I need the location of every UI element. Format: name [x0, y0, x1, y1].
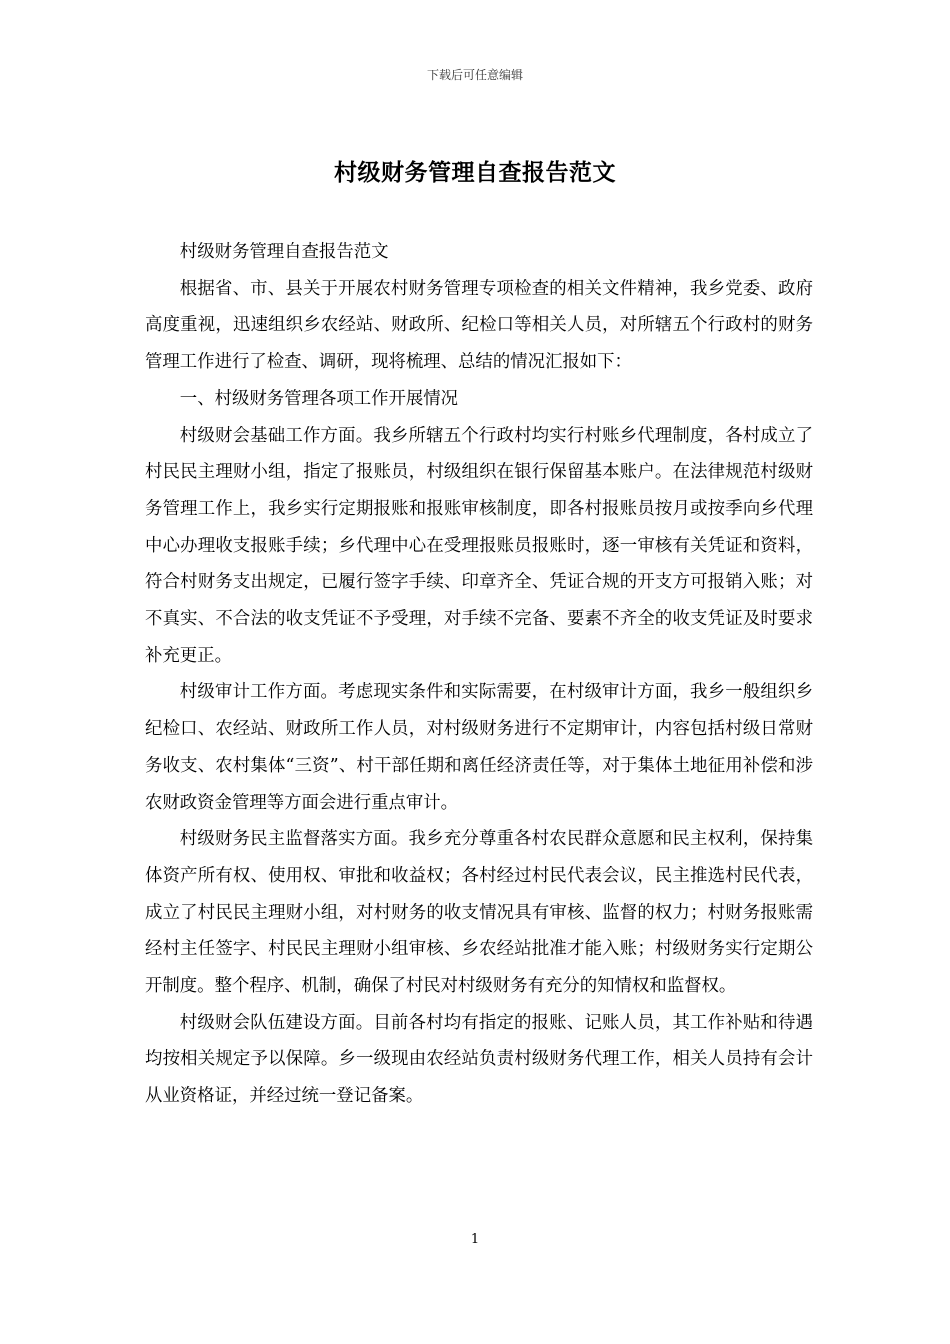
- paragraph-democratic-supervision: 村级财务民主监督落实方面。我乡充分尊重各村农民群众意愿和民主权利，保持集体资产所有权、使用权、审批和收益权；各村经过村民代表会议，民主推选村民代表，成立了村民民主理财小组，对村财务的收支情况具有审核、监督的权力；村财务报账需经村主任签字、村民民主理财小组审核、乡农经站批准才能入账；村级财务实行定期公开制度。整个程序、机制，确保了村民对村级财务有充分的知情权和监督权。: [145, 829, 813, 997]
- paragraph-intro: 根据省、市、县关于开展农村财务管理专项检查的相关文件精神，我乡党委、政府高度重视，迅速组织乡农经站、财政所、纪检口等相关人员，对所辖五个行政村的财务管理工作进行了检查、调研，现将梳理、总结的情况汇报如下：: [145, 278, 813, 373]
- paragraph-subtitle: 村级财务管理自查报告范文: [179, 242, 389, 262]
- section-heading: 一、村级财务管理各项工作开展情况: [179, 388, 459, 409]
- document-title: 村级财务管理自查报告范文: [334, 159, 616, 186]
- paragraph-team-building: 村级财会队伍建设方面。目前各村均有指定的报账、记账人员，其工作补贴和待遇均按相关规定予以保障。乡一级现由农经站负责村级财务代理工作，相关人员持有会计从业资格证，并经过统一登记备案。: [145, 1012, 813, 1107]
- page-number: 1: [470, 1232, 480, 1247]
- document-body: [145, 234, 813, 1115]
- page-header-note: 下载后可任意编辑: [426, 68, 523, 82]
- paragraph-accounting-basics: 村级财会基础工作方面。我乡所辖五个行政村均实行村账乡代理制度，各村成立了村民民主理财小组，指定了报账员，村级组织在银行保留基本账户。在法律规范村级财务管理工作上，我乡实行定期报账和报账审核制度，即各村报账员按月或按季向乡代理中心办理收支报账手续；乡代理中心在受理报账员报账时，逐一审核有关凭证和资料，符合村财务支出规定，已履行签字手续、印章齐全、凭证合规的开支方可报销入账；对不真实、不合法的收支凭证不予受理，对手续不完备、要素不齐全的收支凭证及时要求补充更正。: [145, 425, 813, 666]
- paragraph-audit: 村级审计工作方面。考虑现实条件和实际需要，在村级审计方面，我乡一般组织乡纪检口、农经站、财政所工作人员，对村级财务进行不定期审计，内容包括村级日常财务收支、农村集体“三资”、村干部任期和离任经济责任等，对于集体土地征用补偿和涉农财政资金管理等方面会进行重点审计。: [145, 682, 813, 813]
